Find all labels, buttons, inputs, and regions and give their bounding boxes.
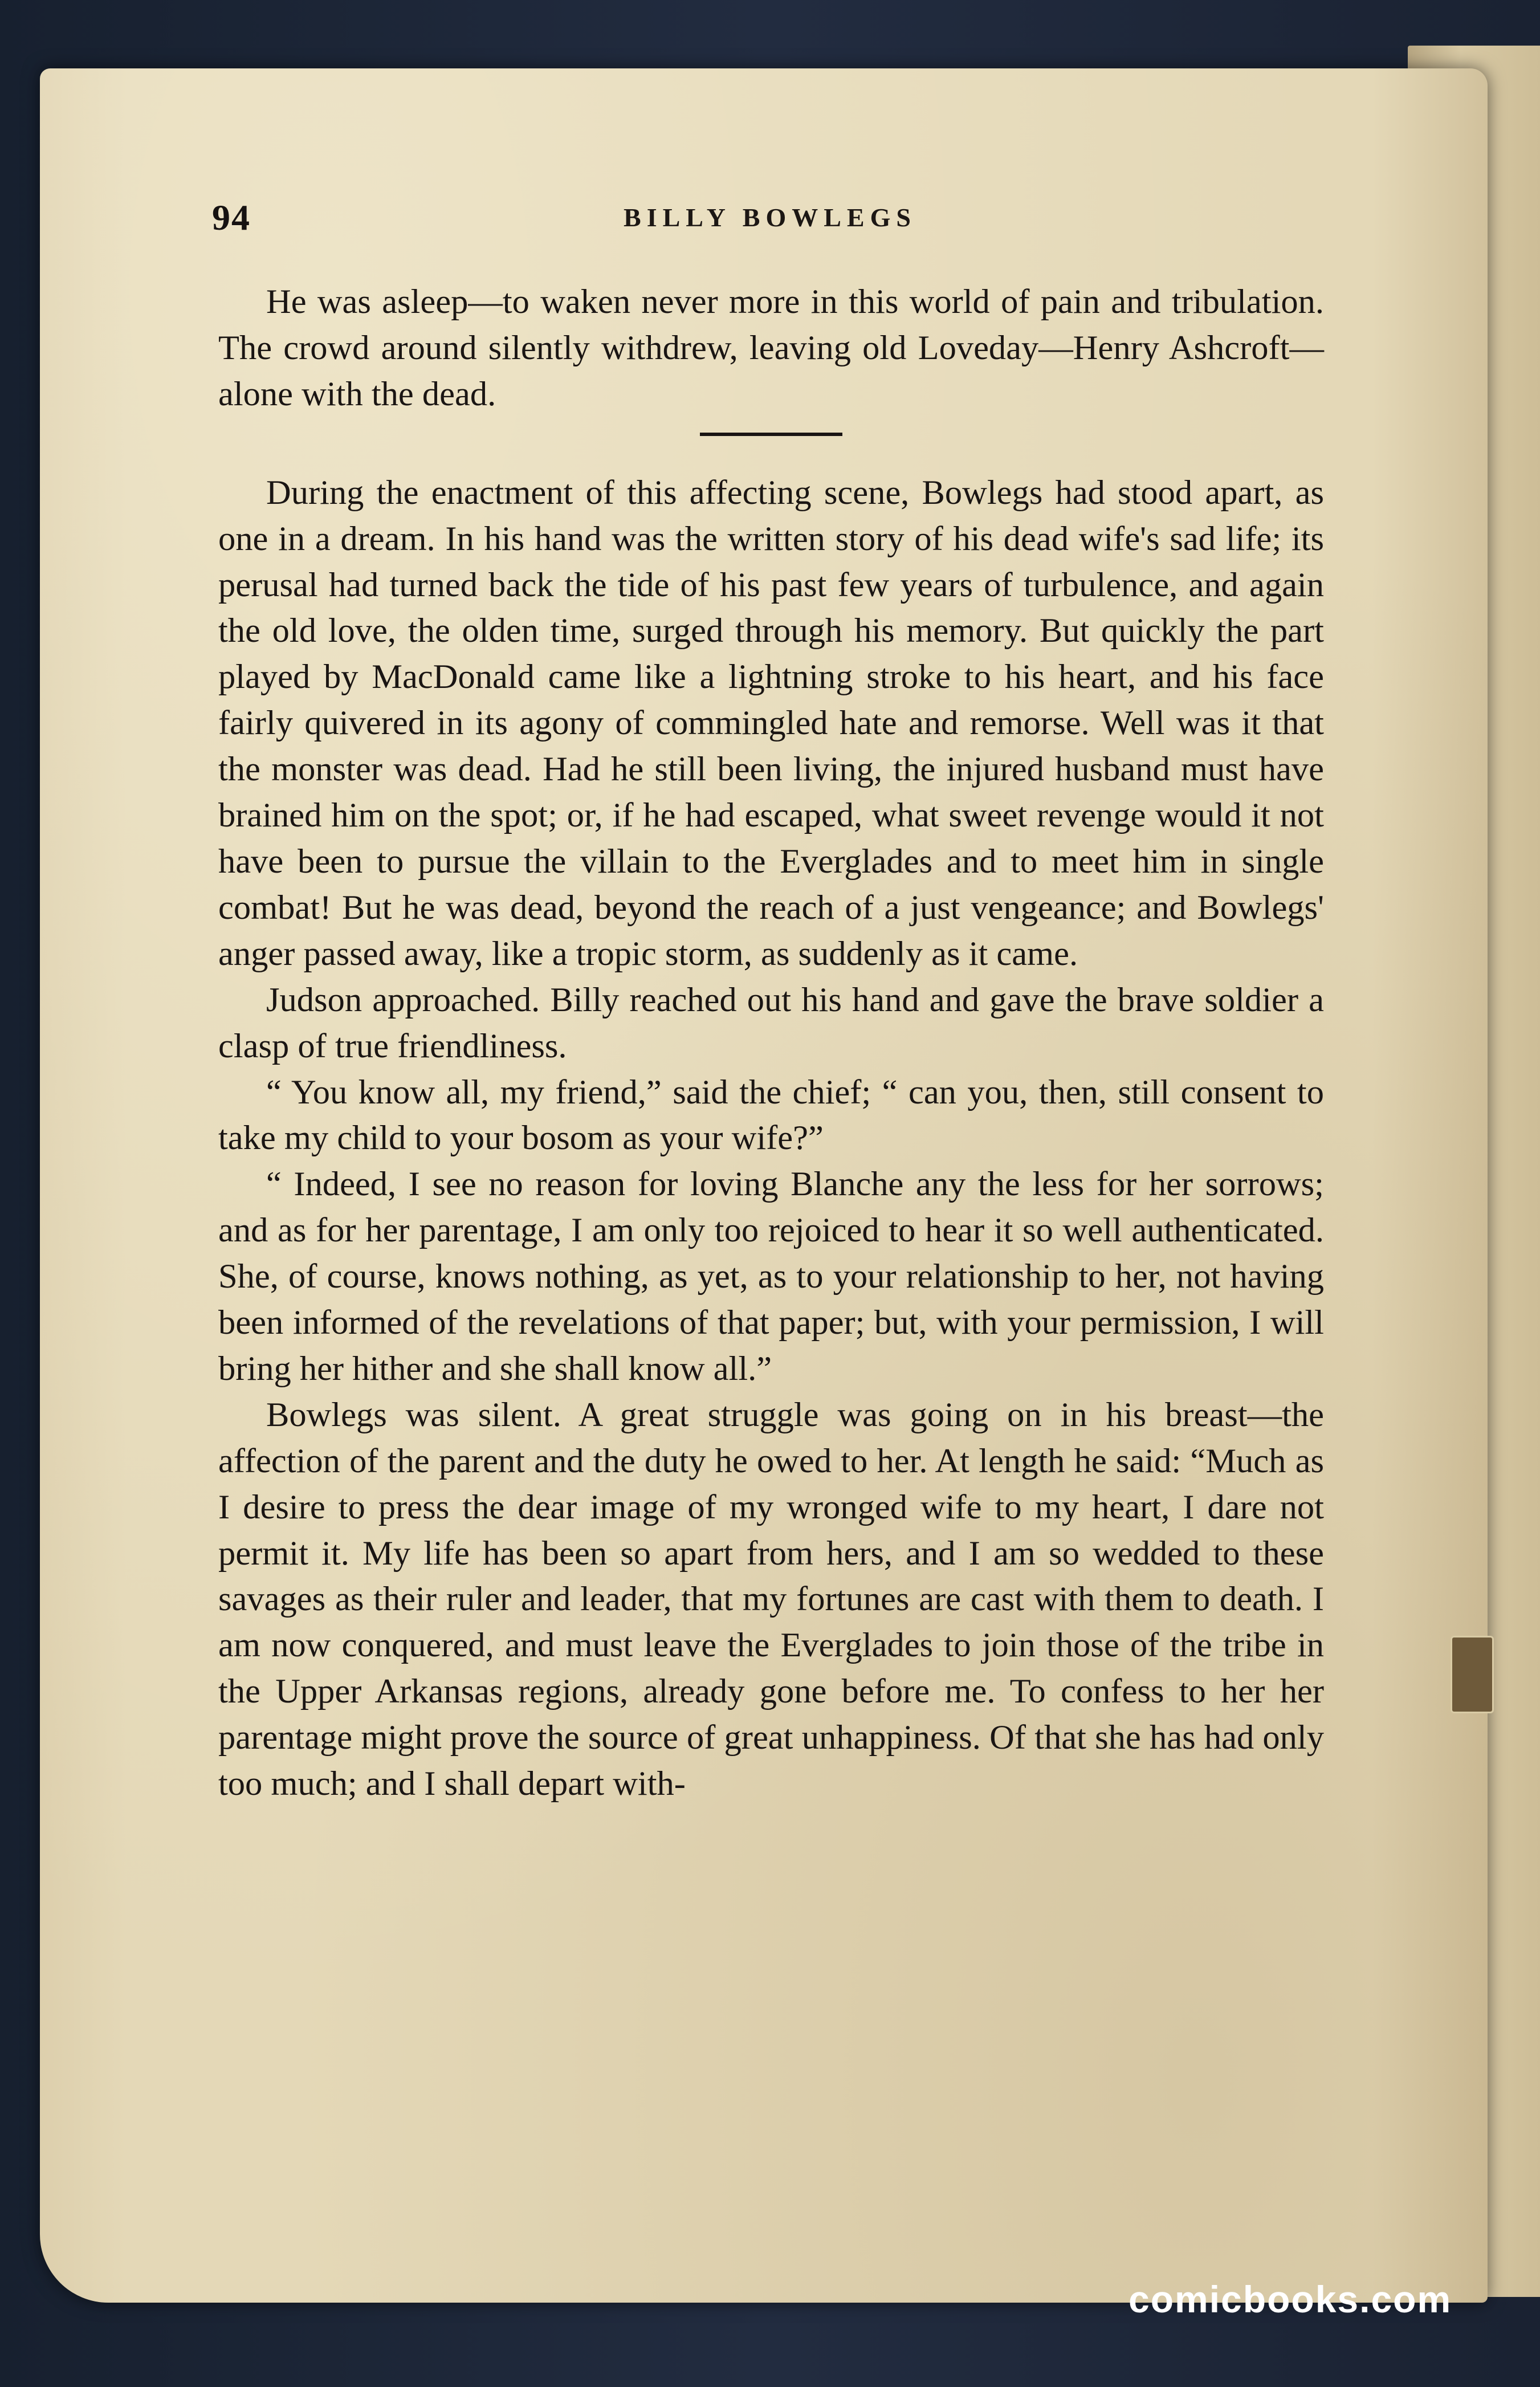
binding-tab xyxy=(1451,1636,1494,1713)
body-text xyxy=(218,279,1324,1807)
watermark: comicbooks.com xyxy=(1128,2278,1452,2320)
running-head: BILLY BOWLEGS xyxy=(624,203,916,232)
paragraph: During the enactment of this affecting scene, Bowlegs had stood apart, as one in a dream. In his hand was the written story of his dead wife's sad life; its perusal had turned back the tide of his past few years of turbulence, and again the old love, the olden time, surged through his memory. But quickly the part played by MacDonald came like a lightning stroke to his heart, and his face fairly quivered in its agony of commingled hate and remorse. Well was it that the monster was dead. Had he still been living, the injured husband must have brained him on the spot; or, if he had escaped, what sweet revenge would it not have been to pursue the villain to the Everglades and to meet him in single combat! But he was dead, beyond the reach of a just vengeance; and Bowlegs' anger passed away, like a tropic storm, as suddenly as it came. xyxy=(218,473,1324,973)
paragraph: Judson approached. Billy reached out his hand and gave the brave soldier a clasp of true friendliness. xyxy=(218,980,1324,1065)
page-number: 94 xyxy=(212,197,251,238)
paragraph: He was asleep—to waken never more in this world of pain and tribulation. The crowd around silently withdrew, leaving old Loveday—Henry Ashcroft—alone with the dead. xyxy=(218,283,1324,413)
paragraph: “ You know all, my friend,” said the chief; “ can you, then, still consent to take my child to your bosom as your wife?” xyxy=(218,1073,1324,1158)
paragraph: “ Indeed, I see no reason for loving Blanche any the less for her sorrows; and as for her parentage, I am only too rejoiced to hear it so well authenticated. She, of course, knows nothing, as yet, as to your relationship to her, not having been informed of the revelations of that paper; but, with your permission, I will bring her hither and she shall know all.” xyxy=(218,1165,1324,1388)
section-divider xyxy=(700,433,842,436)
paragraph: Bowlegs was silent. A great struggle was going on in his breast—the affection of the parent and the duty he owed to her. At length he said: “Much as I desire to press the dear image of my wronged wife to my heart, I dare not permit it. My life has been so apart from hers, and I am so wedded to these savages as their ruler and leader, that my fortunes are cast with them to death. I am now conquered, and must leave the Everglades to join those of the tribe in the Upper Arkansas regions, already gone before me. To confess to her her parentage might prove the source of great unhappiness. Of that she has had only too much; and I shall depart with- xyxy=(218,1395,1324,1803)
